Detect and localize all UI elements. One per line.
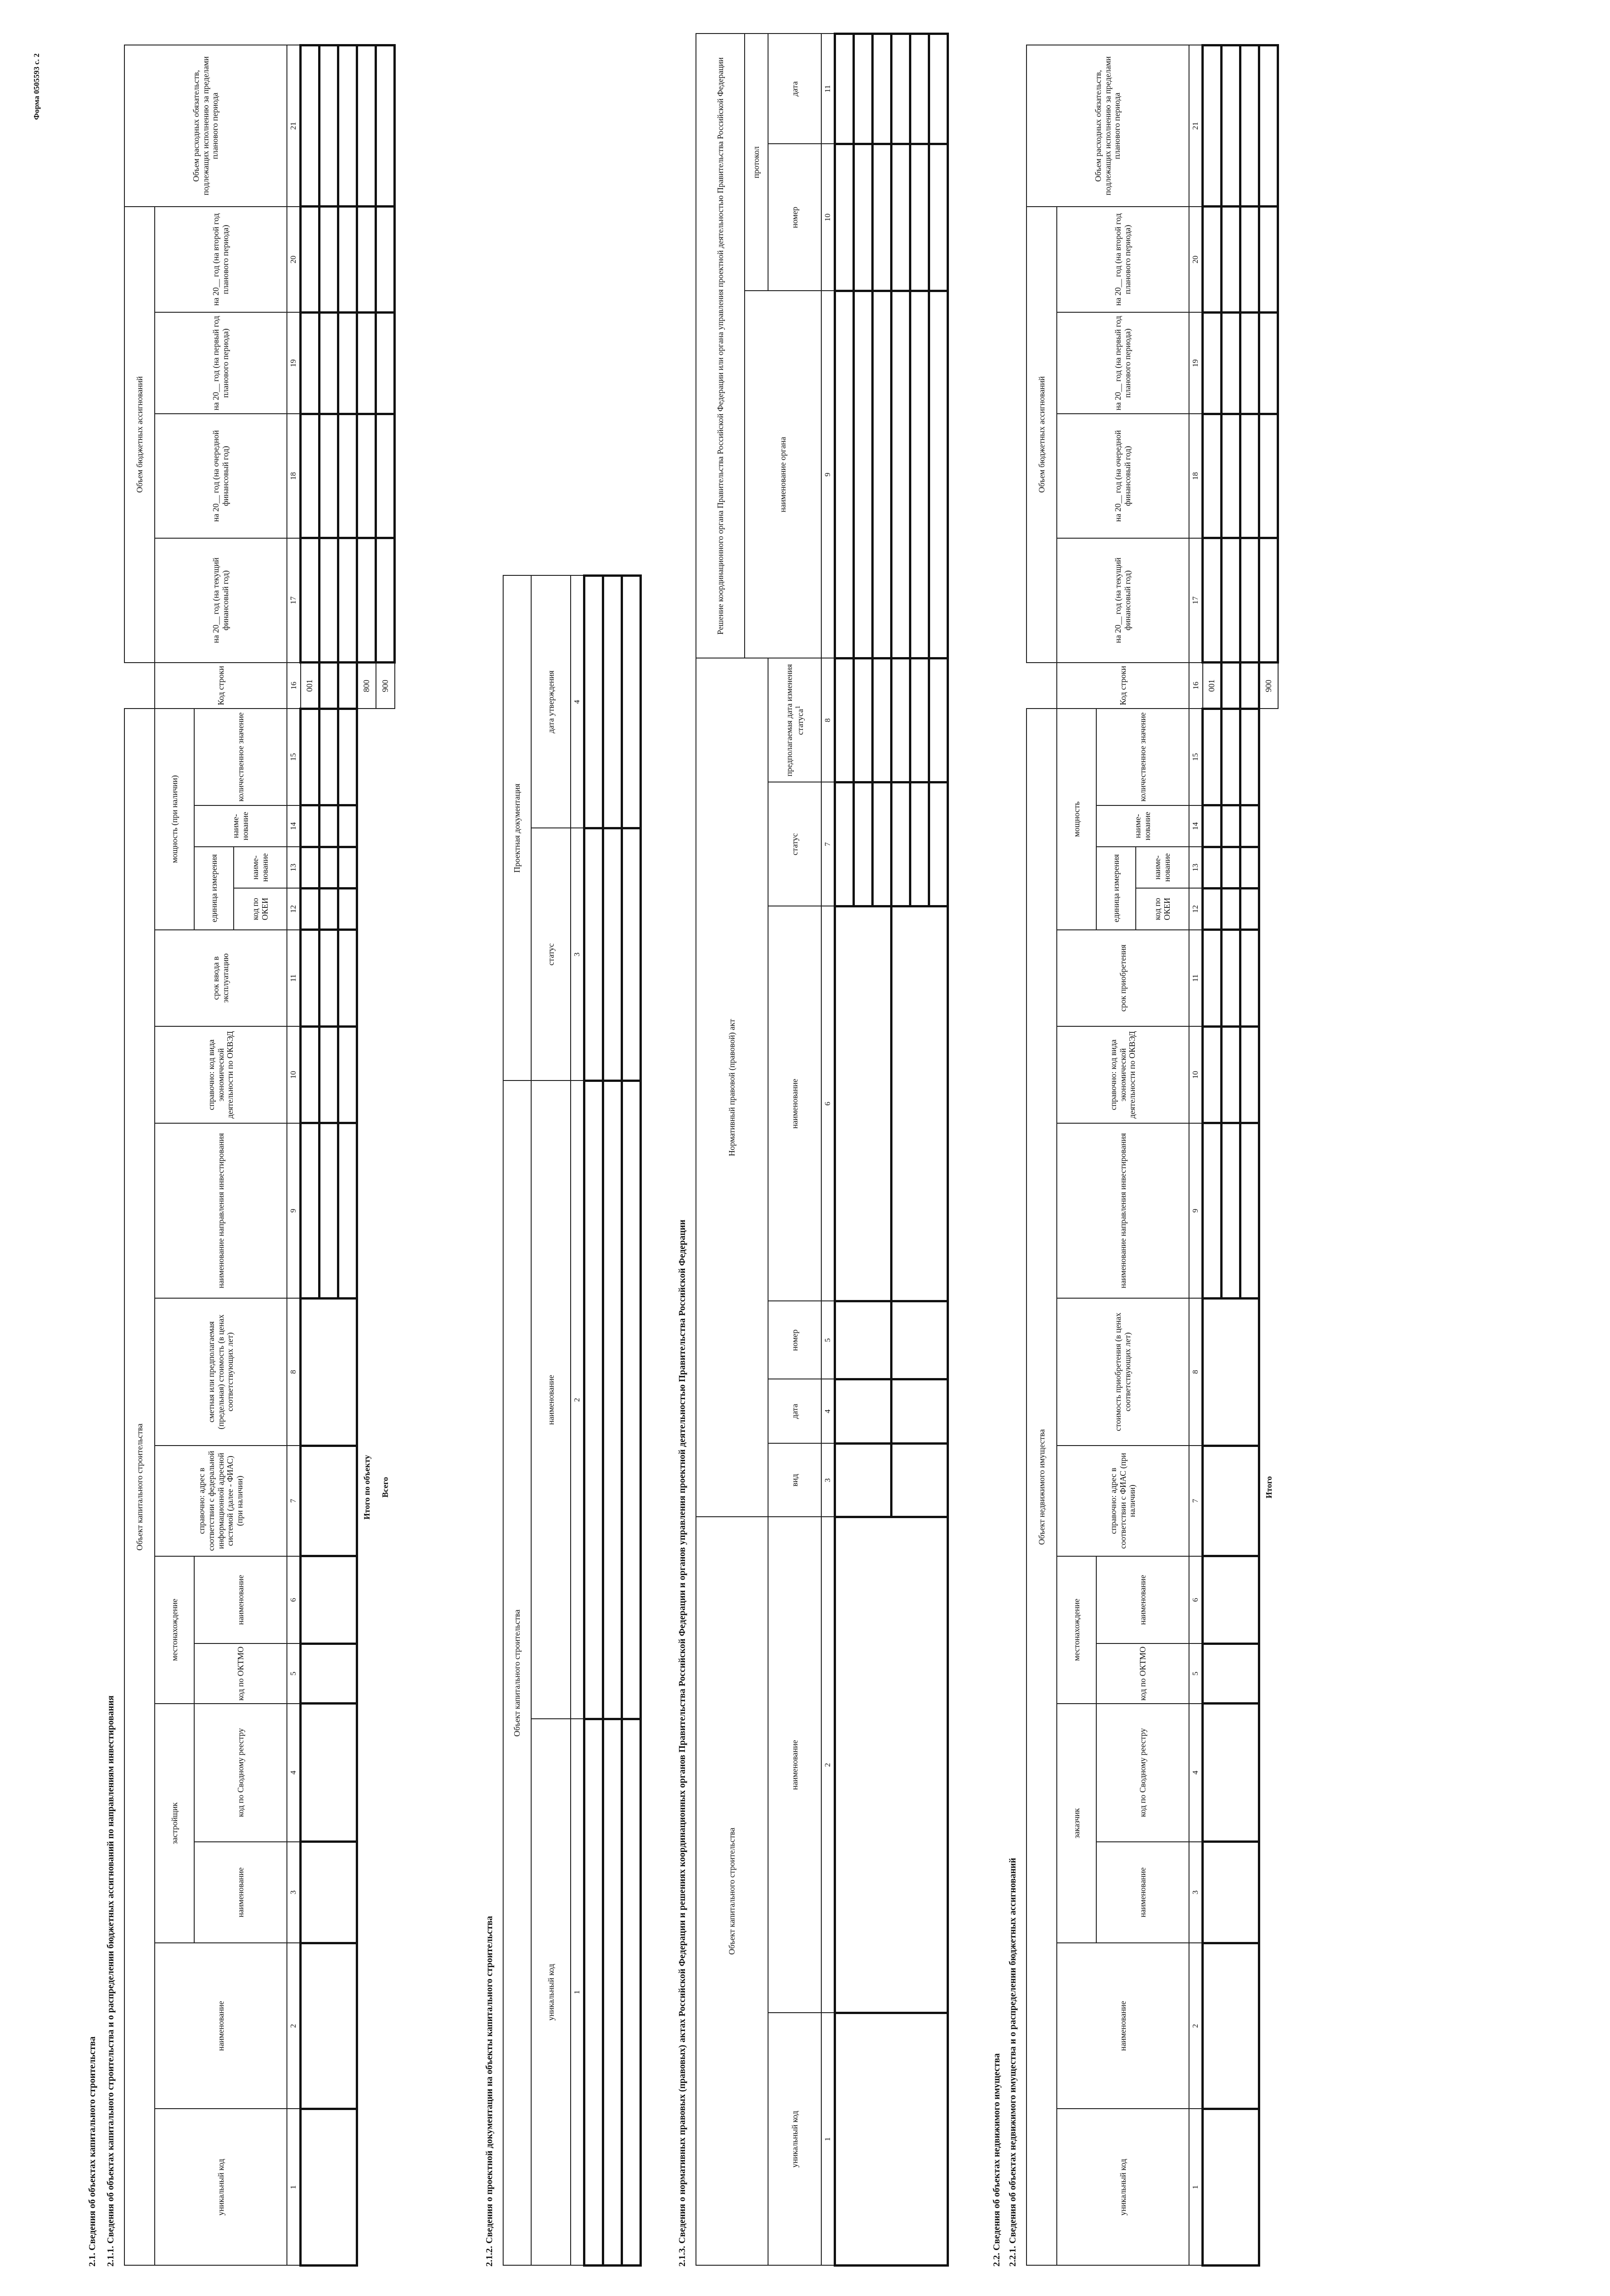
row-code-900: 900 xyxy=(376,663,395,709)
group-object: Объект капитального строительства xyxy=(124,709,155,2265)
col-customer: заказчик xyxy=(1057,1704,1096,1943)
col-okei: код по ОКЕИ xyxy=(234,888,287,929)
col-dev-name: наименование xyxy=(194,1842,287,1943)
table-row xyxy=(301,45,320,2266)
col-cust-code: код по Сводному реестру xyxy=(1096,1704,1189,1842)
col-cost: сметная или предполагаемая (предельная) стоимость (в ценах соответствующих лет) xyxy=(155,1298,287,1446)
section-2-2-title: 2.2. Сведения об объектах недвижимого имущества xyxy=(992,2053,1002,2267)
col-commission: срок ввода в эксплуатацию xyxy=(155,930,287,1027)
col-cust-name: наименование xyxy=(1096,1842,1189,1943)
column-numbers: 1 2 3 4 5 6 7 8 9 10 11 12 13 14 15 16 17 18 19 20 21 xyxy=(287,45,301,2266)
group-object: Объект недвижимого имущества xyxy=(1027,709,1057,2265)
col-row-code: Код строки xyxy=(1057,663,1189,709)
real-estate-table xyxy=(1026,44,1279,2267)
col-y-next: на 20__ год (на очередной финансовый год) xyxy=(155,414,287,538)
col-address: справочно: адрес в соответствии с ФИАС (при наличии) xyxy=(1057,1446,1189,1556)
col-name: наименование xyxy=(155,1943,287,2109)
total-object-label: Итого по объекту xyxy=(362,1455,371,1520)
col-capacity: мощность xyxy=(1057,709,1096,930)
col-uid: уникальный код xyxy=(1057,2109,1189,2265)
row-code-001: 001 xyxy=(301,663,320,709)
col-beyond: Объем расходных обязательств, подлежащих исполнению за пределами планового периода xyxy=(124,45,287,207)
col-developer: застройщик xyxy=(155,1704,194,1943)
col-protocol: протокол xyxy=(745,34,768,291)
section-2-1-3-title: 2.1.3. Сведения о нормативных правовых (правовых) актах Российской Федерации и решениях координационных органов Правительства Российской Федерации и органов управления проектной деятельностью Правительства Российской Федерации xyxy=(677,1220,687,2267)
column-numbers: 1 2 3 4 xyxy=(571,575,584,2265)
col-cap-name: наиме-нование xyxy=(194,805,287,847)
col-status-date: предполагаемая дата изменения статуса$^1$ xyxy=(768,658,821,782)
col-y-first: на 20__ год (на первый год планового периода) xyxy=(155,312,287,414)
total-object-row xyxy=(357,45,376,2266)
col-oktmo: код по ОКТМО xyxy=(1096,1643,1189,1703)
col-loc-name: наименование xyxy=(194,1556,287,1644)
section-2-1-title: 2.1. Сведения об объектах капитального строительства xyxy=(87,2036,97,2267)
section-2-2-1-title: 2.2.1. Сведения об объектах недвижимого имущества и о распределении бюджетных ассигнований xyxy=(1008,1857,1018,2267)
row-code-800: 800 xyxy=(357,663,376,709)
col-cap-name: наиме-нование xyxy=(1096,805,1189,847)
col-direction: наименование направления инвестирования xyxy=(155,1123,287,1298)
col-approval-date: дата утверждения xyxy=(531,575,571,828)
col-uid: уникальный код xyxy=(768,2013,821,2266)
col-organ-name: наименование органа xyxy=(745,291,821,658)
col-prot-number: номер xyxy=(768,144,821,291)
legal-acts-table xyxy=(696,33,949,2267)
col-name: наименование xyxy=(1057,1943,1189,2109)
col-name: наименование xyxy=(768,1517,821,2013)
col-unit-name: наиме-нование xyxy=(234,847,287,888)
col-quantity: количественное значение xyxy=(194,709,287,805)
table-row xyxy=(622,575,641,2265)
col-okved: справочно: код вида экономической деятельности по ОКВЭД xyxy=(155,1026,287,1123)
col-location: местонахождение xyxy=(155,1556,194,1704)
total-label: Итого xyxy=(1264,1476,1273,1498)
col-status: статус xyxy=(531,828,571,1080)
group-docs: Проектная документация xyxy=(503,575,531,1080)
col-prot-date: дата xyxy=(768,34,821,144)
group-act: Нормативный правовой (правовой) акт xyxy=(696,658,768,1517)
col-oktmo: код по ОКТМО xyxy=(194,1643,287,1703)
total-row xyxy=(1259,45,1278,2266)
group-object: Объект капитального строительства xyxy=(503,1080,531,2265)
col-cost: стоимость приобретения (в ценах соответствующих лет) xyxy=(1057,1298,1189,1446)
col-status: статус xyxy=(768,782,821,906)
col-kind: вид xyxy=(768,1443,821,1517)
col-unit: единица измерения xyxy=(194,847,234,930)
section-2-1-2-title: 2.1.2. Сведения о проектной документации на объекты капитального строительства xyxy=(484,1916,494,2267)
row-code-001: 001 xyxy=(1203,663,1222,709)
group-object: Объект капитального строительства xyxy=(696,1517,768,2265)
col-address: справочно: адрес в соответствии с федеральной информационной адресной системой (далее - ФИАС) (при наличии) xyxy=(155,1446,287,1556)
form-number: Форма 0505593 с. 2 xyxy=(32,53,41,120)
col-acquisition: срок приобретения xyxy=(1057,930,1189,1027)
col-y-next: на 20__ год (на очередной финансовый год) xyxy=(1057,414,1189,538)
col-number: номер xyxy=(768,1301,821,1379)
project-docs-table xyxy=(503,574,642,2267)
col-capacity: мощность (при наличии) xyxy=(155,709,194,930)
col-date: дата xyxy=(768,1379,821,1443)
footnote-mark: 1 xyxy=(794,705,802,709)
capital-construction-table xyxy=(124,44,396,2267)
col-unit: единица измерения xyxy=(1096,847,1136,930)
col-loc-name: наименование xyxy=(1096,1556,1189,1644)
row-code-900: 900 xyxy=(1259,663,1278,709)
total-all-label: Всего xyxy=(380,1477,390,1498)
col-quantity: количественное значение xyxy=(1096,709,1189,805)
table-row xyxy=(835,34,854,2265)
col-okei: код по ОКЕИ xyxy=(1136,888,1189,929)
col-row-code: Код строки xyxy=(155,663,287,709)
group-decision: Решение координационного органа Правительства Российской Федерации или органа управления проектной деятельностью Правительства Российской Федерации xyxy=(696,34,745,658)
col-y-first: на 20__ год (на первый год планового периода) xyxy=(1057,312,1189,414)
col-name: наименование xyxy=(531,1080,571,1719)
table-row xyxy=(584,575,603,2265)
col-act-name: наименование xyxy=(768,906,821,1301)
column-numbers: 1 2 3 4 5 6 7 8 9 10 11 xyxy=(821,34,835,2265)
col-y-cur: на 20__ год (на текущий финансовый год) xyxy=(155,538,287,663)
group-budget: Объем бюджетных ассигнований xyxy=(124,207,155,663)
col-unit-name: наиме-нование xyxy=(1136,847,1189,888)
table-row xyxy=(603,575,622,2265)
table-row xyxy=(1203,45,1222,2266)
col-uid: уникальный код xyxy=(531,1719,571,2266)
col-location: местонахождение xyxy=(1057,1556,1096,1704)
col-uid: уникальный код xyxy=(155,2109,287,2265)
total-all-row xyxy=(376,45,395,2266)
group-budget: Объем бюджетных ассигнований xyxy=(1027,207,1057,663)
col-y-second: на 20__ год (на второй год планового периода) xyxy=(1057,207,1189,313)
col-okved: справочно: код вида экономической деятельности по ОКВЭД xyxy=(1057,1026,1189,1123)
col-direction: наименование направления инвестирования xyxy=(1057,1123,1189,1298)
section-2-1-1-title: 2.1.1. Сведения об объектах капитального строительства и о распределении бюджетных ассигнований по направлениям инвестирования xyxy=(106,1695,116,2267)
column-numbers: 1 2 3 4 5 6 7 8 9 10 11 12 13 14 15 16 17 18 19 20 21 xyxy=(1189,45,1203,2266)
col-beyond: Объем расходных обязательств, подлежащих исполнению за пределами планового периода xyxy=(1027,45,1189,207)
col-dev-code: код по Сводному реестру xyxy=(194,1704,287,1842)
col-y-cur: на 20__ год (на текущий финансовый год) xyxy=(1057,538,1189,663)
col-y-second: на 20__ год (на второй год планового периода) xyxy=(155,207,287,313)
